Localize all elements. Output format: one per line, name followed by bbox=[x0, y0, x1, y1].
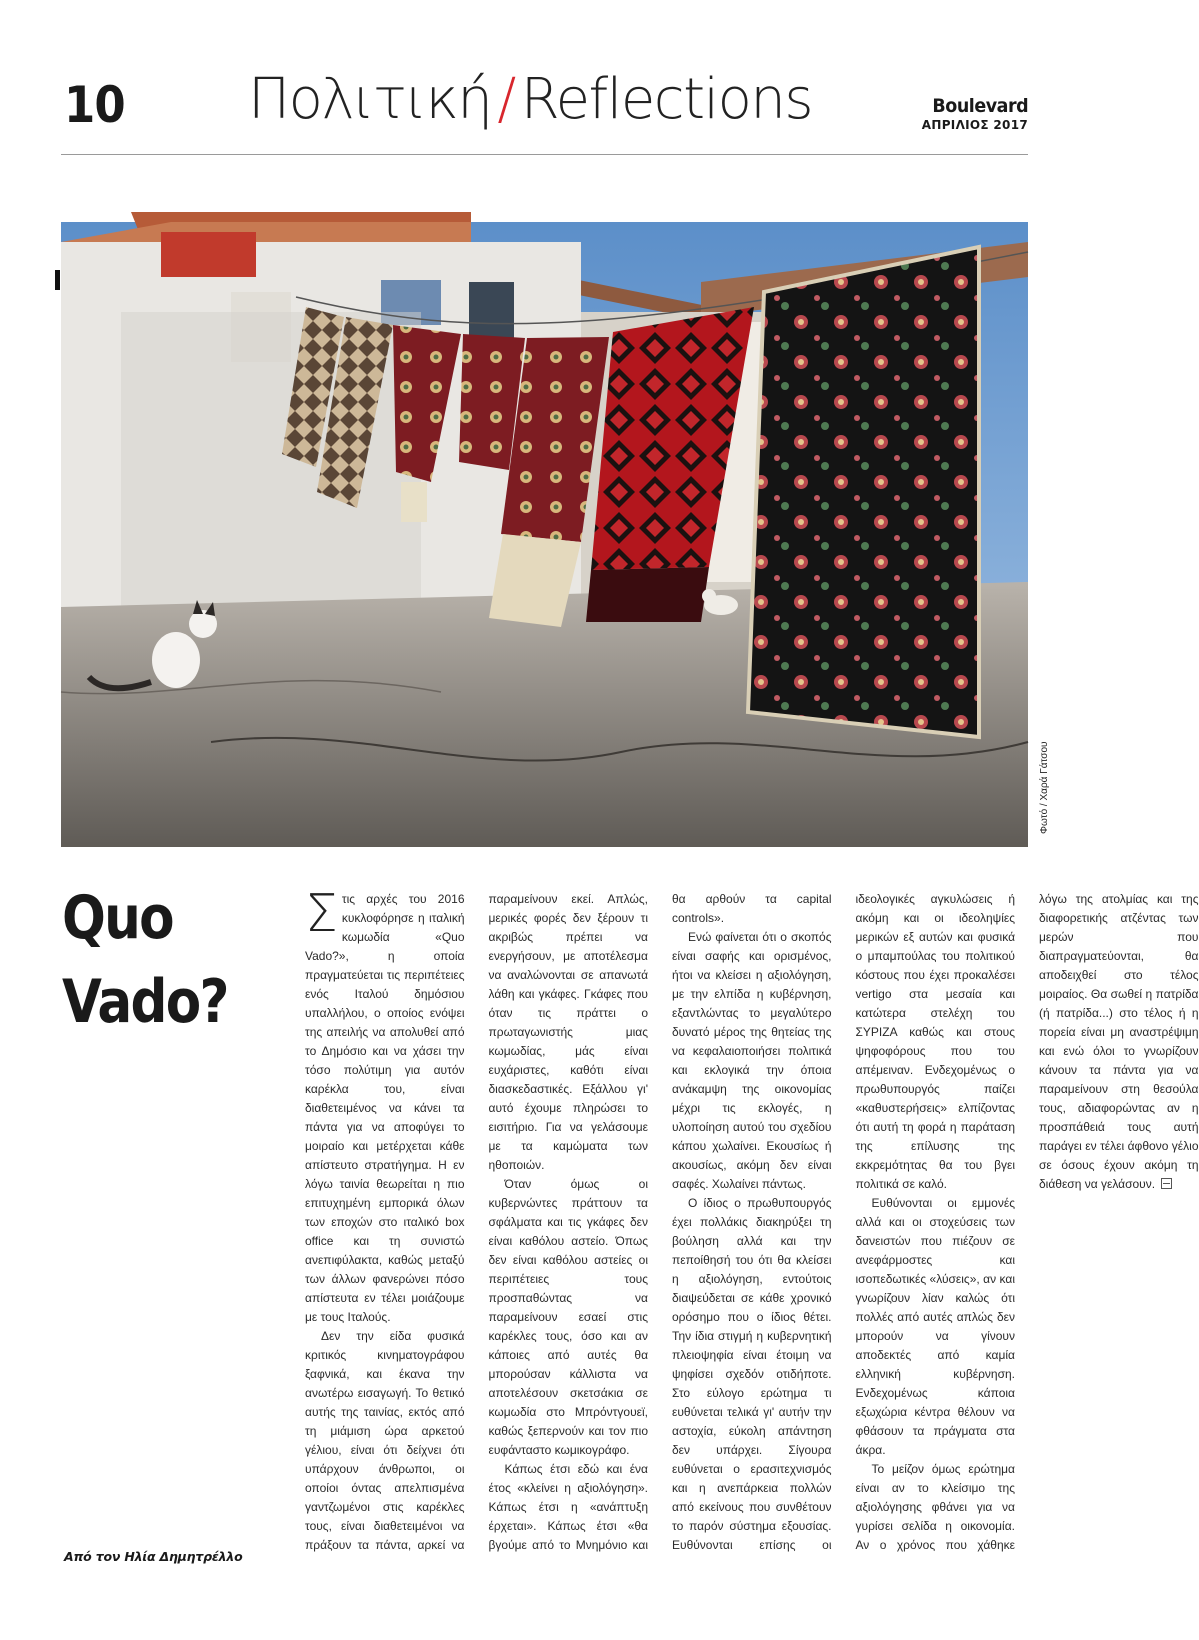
section-title bbox=[200, 67, 860, 132]
section-title-greek: Πολιτική bbox=[247, 67, 492, 132]
issue-date: ΑΠΡΙΛΙΟΣ 2017 bbox=[921, 118, 1028, 132]
masthead bbox=[922, 97, 1028, 131]
article-headline bbox=[62, 876, 251, 1044]
article-paragraph-6: Ο ίδιος ο πρωθυπουργός έχει πολλάκις διακηρύξει τη βούληση αλλά και την πεποίθησή του ότι θα κλείσει η αξιολόγηση, εντούτοις διαψεύδεται σε κάθε χρονικό ορόσημο που ο ίδιος θέτει. Την ίδια στιγμή η κυβερνητική πλειοψηφία είναι έτοιμη να ψηφίσει σχεδόν οτιδήποτε. Στο εύλογο ερώτημα τι ευθύνεται τελικά γι' αυτήν την αστοχία, εύκολη απάντηση δεν υπάρχει. Σίγουρα ευθύνεται ο ερασιτεχνισμός και η ανεπάρκεια πολλών από εκείνους που συνθέτουν το παρόν σύστημα εξουσίας. Ευθύνονται επίσης οι ιδεολογικές αγκυλώσεις ή ακόμη και οι ιδεοληψίες μερικών εξ αυτών και φυσικά ο μπαμπούλας του πολιτικού κόστους που έχει προκαλέσει vertigo στα μεσαία και κατώτερα στελέχη του ΣΥΡΙΖΑ καθώς και στους ψηφοφόρους που του απέμειναν. Ενδεχομένως ο πρωθυπουργός παίζει «καθυστερήσεις» ελπίζοντας ότι αυτή τη φορά η παράταση της επίλυσης της εκκρεμότητας θα του βγει πολιτικά σε καλό. bbox=[672, 892, 1015, 1552]
article-paragraph-1 bbox=[305, 884, 465, 1327]
article-paragraph-3: Όταν όμως οι κυβερνώντες πράττουν τα σφάλματα και τις γκάφες δεν είναι καθόλου αστείο. Όπως δεν είναι καθόλου αστείες οι περιπέτειες τους προσπαθώντας να παραμείνουν εσαεί στις καρέκλες τους, όσο και αν κάποιες από αυτές θα μπορούσαν κάλλιστα να αποτελέσουν σκετσάκια σε κωμωδία στο Μπρόντγουεϊ, καθώς ξεπερνούν και τον πιο ευφάνταστο κωμικογράφο. bbox=[488, 1177, 648, 1457]
header-rule bbox=[61, 154, 1028, 155]
masthead-brand: Boulevard bbox=[932, 95, 1028, 117]
article-paragraph-7: Ευθύνονται οι εμμονές αλλά και οι στοχεύσεις των δανειστών που πιέζουν σε ανεφάρμοστες και ισοπεδωτικές «λύσεις», αν και γνωρίζουν λίαν καλώς ότι πολλές από αυτές απλώς δεν μπορούν να γίνουν αποδεκτές από καμία ελληνική κυβέρνηση. Ενδεχομένως κάποια εξωχώρια κέντρα θέλουν να φθάσουν τα πράγματα στα άκρα. bbox=[855, 1196, 1015, 1457]
article-body bbox=[305, 884, 1199, 1570]
headline-line-2: Vado? bbox=[62, 967, 228, 1037]
article-byline: Από τον Ηλία Δημητρέλλο bbox=[64, 1549, 243, 1564]
page-marker bbox=[55, 270, 60, 290]
article-paragraph-4: Κάπως έτσι εδώ και ένα έτος «κλείνει η αξιολόγηση». Κάπως έτσι η «ανάπτυξη έρχεται». Κάπως έτσι «θα βγούμε από το Μνημόνιο και θα αρθούν τα capital controls». bbox=[488, 892, 832, 1552]
headline-line-1: Quo bbox=[62, 883, 173, 953]
drop-cap: Σ bbox=[305, 884, 338, 944]
article-photo bbox=[61, 222, 1028, 847]
photo-illustration bbox=[61, 222, 1028, 847]
paragraph-text: Το μείζον όμως ερώτημα είναι αν το κλείσιμο της αξιολόγησης φθάνει για να γυρίσει σελίδα η οικονομία. Αν ο χρόνος που χάθηκε λόγω της ατολμίας και της διαφορετικής ατζέντας των μερών που διαπραγματεύονται, θα αποδειχθεί στο τέλος μοιραίος. Θα σωθεί η πατρίδα (ή πατρίδα...) στο τέλος ή η πορεία είναι μη αναστρέψιμη και ενώ όλοι το γνωρίζουν κάνουν τα πάντα για να παραμείνουν στη θεσούλα τους, αδιαφορώντας αν η προσπάθειά τους αυτή παράγει εν τέλει άφθονο γέλιο σε όσους έχουν ακόμη τη διάθεση να γελάσουν. bbox=[855, 892, 1199, 1552]
page-number: 10 bbox=[64, 76, 125, 134]
article-paragraph-2: Δεν την είδα φυσικά κριτικός κινηματογράφου ξαφνικά, και έκανα την ανωτέρω εισαγωγή. Το θετικό αυτής της ταινίας, εκτός από τη μιάμιση ώρα αρκετού γέλιου, είναι ότι δείχνει ότι υπάρχουν άνθρωποι, οι οποίοι όντας απελπισμένα γαντζωμένοι στις καρέκλες τους, είναι διαθετειμένοι να πράξουν τα πάντα, αρκεί να παραμείνουν εκεί. Απλώς, μερικές φορές δεν ξέρουν τι ακριβώς πρέπει να ενεργήσουν, με αποτέλεσμα να αναλώνονται σε απανωτά λάθη και γκάφες. Γκάφες που όταν τις πράττει ο πρωταγωνιστής μιας κωμωδίας, μάς είναι ευχάριστες, καθότι είναι διασκεδαστικές. Εξάλλου γι' αυτό έχουμε πληρώσει το εισιτήριο. Για να γελάσουμε με τα καμώματα των ηθοποιών. bbox=[305, 892, 648, 1552]
photo-credit: Φωτό / Χαρά Γάτσου bbox=[1039, 741, 1050, 834]
paragraph-text: τις αρχές του 2016 κυκλοφόρησε η ιταλική κωμωδία «Quo Vado?», η οποία πραγματεύεται τις περιπέτειες ενός Ιταλού δημόσιου υπαλλήλου, ο οποίος ενόψει της απειλής να απολυθεί από το Δημόσιο και να χάσει την τόσο πολύτιμη για αυτόν καρέκλα του, είναι διαθετειμένος να κάνει τα πάντα για να αποφύγει το μοιραίο και μετέρχεται κάθε απίστευτο στρατήγημα. Η εν λόγω ταινία θεωρείται η πιο επιτυχημένη εμπορικά όλων των εποχών στο ιταλικό box office και τη συνιστώ ανεπιφύλακτα, καθώς μεταξύ των άλλων φανερώνει πόσο απίστευτα εν τέλει μοιάζουμε με τους Ιταλούς. bbox=[305, 892, 465, 1324]
end-of-article-icon bbox=[1161, 1178, 1172, 1189]
section-title-english: Reflections bbox=[520, 67, 813, 132]
article-paragraph-5: Ενώ φαίνεται ότι ο σκοπός είναι σαφής και ορισμένος, ήτοι να κλείσει η αξιολόγηση, με την ελπίδα η κυβέρνηση, εξαντλώντας το μεγαλύτερο δυνατό μέρος της θητείας της να κεφαλαιοποιήσει πολιτικά και εκλογικά την όποια ανάκαμψη της οικονομίας μέχρι τις εκλογές, η υλοποίηση αυτού του σχεδίου κάπου χωλαίνει. Εκουσίως ή ακουσίως, ακόμη δεν είναι σαφές. Χωλαίνει πάντως. bbox=[672, 930, 832, 1191]
section-title-separator: / bbox=[497, 67, 515, 132]
